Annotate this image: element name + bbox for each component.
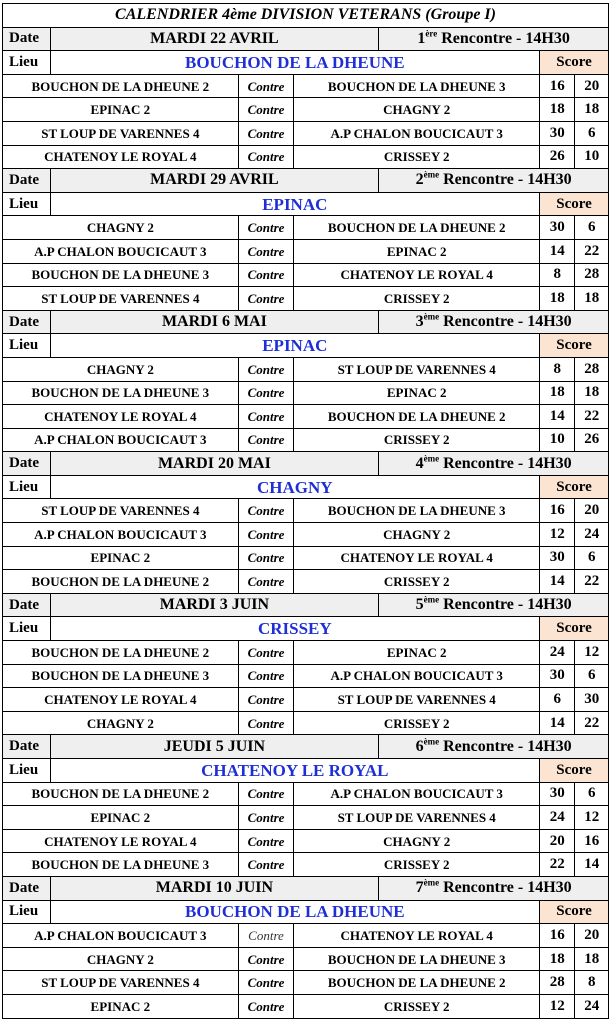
home-team: EPINAC 2	[3, 994, 239, 1018]
round-date-row	[3, 593, 609, 617]
away-team: CRISSEY 2	[294, 287, 540, 311]
round-number-suffix: ème	[423, 170, 440, 181]
score-header: Score	[540, 617, 609, 641]
contre-label: Contre	[238, 239, 294, 263]
round-number: 3	[415, 313, 424, 331]
round-number-suffix: ème	[423, 311, 440, 322]
page-title: CALENDRIER 4ème DIVISION VETERANS (Groupe I)	[3, 4, 609, 28]
away-team: BOUCHON DE LA DHEUNE 2	[294, 405, 540, 429]
home-team: EPINAC 2	[3, 806, 239, 830]
match-row	[3, 263, 609, 287]
round-lieu-row	[3, 475, 609, 499]
away-score: 30	[575, 688, 609, 712]
home-team: CHATENOY LE ROYAL 4	[3, 405, 239, 429]
match-row	[3, 287, 609, 311]
round-rencontre	[379, 169, 609, 193]
round-date: MARDI 22 AVRIL	[50, 27, 379, 51]
home-score: 10	[540, 428, 575, 452]
away-score: 6	[575, 664, 609, 688]
round-number: 5	[415, 596, 424, 614]
home-team: A.P CHALON BOUCICAUT 3	[3, 428, 239, 452]
score-header: Score	[540, 192, 609, 216]
match-row	[3, 641, 609, 665]
home-team: EPINAC 2	[3, 546, 239, 570]
date-label: Date	[3, 27, 51, 51]
round-number-suffix: ème	[423, 594, 440, 605]
match-row	[3, 405, 609, 429]
round-venue: CHAGNY	[50, 475, 540, 499]
date-label: Date	[3, 593, 51, 617]
away-team: ST LOUP DE VARENNES 4	[294, 806, 540, 830]
date-label: Date	[3, 169, 51, 193]
home-score: 30	[540, 546, 575, 570]
contre-label: Contre	[238, 641, 294, 665]
round-date-row	[3, 876, 609, 900]
lieu-label: Lieu	[3, 759, 51, 783]
contre-label: Contre	[238, 74, 294, 98]
round-number: 4	[415, 454, 424, 472]
round-number-suffix: ème	[423, 736, 440, 747]
home-score: 18	[540, 287, 575, 311]
home-score: 6	[540, 688, 575, 712]
home-team: A.P CHALON BOUCICAUT 3	[3, 239, 239, 263]
contre-label: Contre	[238, 994, 294, 1018]
away-score: 28	[575, 357, 609, 381]
round-date: MARDI 29 AVRIL	[50, 169, 379, 193]
away-team: BOUCHON DE LA DHEUNE 2	[294, 216, 540, 240]
match-row	[3, 782, 609, 806]
lieu-label: Lieu	[3, 900, 51, 924]
contre-label: Contre	[238, 145, 294, 169]
away-team: CRISSEY 2	[294, 145, 540, 169]
contre-label: Contre	[238, 428, 294, 452]
calendar-sheet	[2, 3, 609, 1019]
home-team: CHATENOY LE ROYAL 4	[3, 145, 239, 169]
home-score: 14	[540, 405, 575, 429]
home-team: A.P CHALON BOUCICAUT 3	[3, 523, 239, 547]
match-row	[3, 711, 609, 735]
round-venue: CRISSEY	[50, 617, 540, 641]
match-row	[3, 121, 609, 145]
home-team: CHAGNY 2	[3, 947, 239, 971]
contre-label: Contre	[238, 664, 294, 688]
away-score: 22	[575, 239, 609, 263]
away-score: 14	[575, 853, 609, 877]
home-team: ST LOUP DE VARENNES 4	[3, 287, 239, 311]
home-team: ST LOUP DE VARENNES 4	[3, 121, 239, 145]
away-score: 20	[575, 924, 609, 948]
lieu-label: Lieu	[3, 192, 51, 216]
round-date: MARDI 6 MAI	[50, 310, 379, 334]
away-score: 6	[575, 546, 609, 570]
date-label: Date	[3, 876, 51, 900]
away-team: EPINAC 2	[294, 239, 540, 263]
away-team: CRISSEY 2	[294, 428, 540, 452]
match-row	[3, 947, 609, 971]
away-score: 24	[575, 994, 609, 1018]
away-score: 22	[575, 711, 609, 735]
home-score: 16	[540, 74, 575, 98]
calendar-table	[2, 3, 609, 1019]
home-team: CHAGNY 2	[3, 711, 239, 735]
away-team: ST LOUP DE VARENNES 4	[294, 688, 540, 712]
round-number: 6	[415, 737, 424, 755]
away-team: EPINAC 2	[294, 641, 540, 665]
match-row	[3, 428, 609, 452]
home-score: 14	[540, 711, 575, 735]
home-team: BOUCHON DE LA DHEUNE 2	[3, 641, 239, 665]
home-score: 30	[540, 121, 575, 145]
match-row	[3, 664, 609, 688]
away-team: A.P CHALON BOUCICAUT 3	[294, 782, 540, 806]
round-date: JEUDI 5 JUIN	[50, 735, 379, 759]
away-team: A.P CHALON BOUCICAUT 3	[294, 664, 540, 688]
away-team: EPINAC 2	[294, 381, 540, 405]
round-rencontre	[379, 452, 609, 476]
home-team: ST LOUP DE VARENNES 4	[3, 499, 239, 523]
home-score: 28	[540, 971, 575, 995]
round-rencontre-text: Rencontre - 14H30	[439, 596, 572, 614]
home-score: 14	[540, 570, 575, 594]
date-label: Date	[3, 735, 51, 759]
away-team: CHATENOY LE ROYAL 4	[294, 924, 540, 948]
away-team: CHAGNY 2	[294, 829, 540, 853]
away-score: 8	[575, 971, 609, 995]
match-row	[3, 994, 609, 1018]
home-score: 14	[540, 239, 575, 263]
contre-label: Contre	[238, 263, 294, 287]
away-score: 6	[575, 121, 609, 145]
contre-label: Contre	[238, 546, 294, 570]
round-lieu-row	[3, 51, 609, 75]
contre-label: Contre	[238, 570, 294, 594]
contre-label: Contre	[238, 829, 294, 853]
round-rencontre	[379, 593, 609, 617]
match-row	[3, 145, 609, 169]
round-rencontre-text: Rencontre - 14H30	[439, 879, 572, 897]
away-team: CHAGNY 2	[294, 523, 540, 547]
home-team: CHATENOY LE ROYAL 4	[3, 688, 239, 712]
home-team: CHAGNY 2	[3, 216, 239, 240]
home-score: 30	[540, 664, 575, 688]
round-date: MARDI 20 MAI	[50, 452, 379, 476]
away-team: BOUCHON DE LA DHEUNE 3	[294, 499, 540, 523]
round-date: MARDI 3 JUIN	[50, 593, 379, 617]
home-team: A.P CHALON BOUCICAUT 3	[3, 924, 239, 948]
contre-label: Contre	[238, 523, 294, 547]
score-header: Score	[540, 900, 609, 924]
away-team: BOUCHON DE LA DHEUNE 2	[294, 971, 540, 995]
home-score: 18	[540, 98, 575, 122]
home-score: 30	[540, 216, 575, 240]
contre-label: Contre	[238, 121, 294, 145]
away-score: 20	[575, 499, 609, 523]
away-score: 18	[575, 98, 609, 122]
match-row	[3, 74, 609, 98]
round-number: 1	[417, 29, 426, 47]
contre-label: Contre	[238, 287, 294, 311]
home-team: BOUCHON DE LA DHEUNE 2	[3, 570, 239, 594]
contre-label: Contre	[238, 357, 294, 381]
home-score: 16	[540, 924, 575, 948]
contre-label: Contre	[238, 806, 294, 830]
round-lieu-row	[3, 617, 609, 641]
round-venue: BOUCHON DE LA DHEUNE	[50, 900, 540, 924]
match-row	[3, 381, 609, 405]
score-header: Score	[540, 759, 609, 783]
away-team: A.P CHALON BOUCICAUT 3	[294, 121, 540, 145]
round-number-suffix: ème	[423, 453, 440, 464]
round-lieu-row	[3, 334, 609, 358]
match-row	[3, 239, 609, 263]
home-team: BOUCHON DE LA DHEUNE 3	[3, 381, 239, 405]
match-row	[3, 853, 609, 877]
contre-label: Contre	[238, 381, 294, 405]
match-row	[3, 523, 609, 547]
contre-label: Contre	[238, 782, 294, 806]
home-score: 30	[540, 782, 575, 806]
match-row	[3, 216, 609, 240]
contre-label: Contre	[238, 947, 294, 971]
contre-label: Contre	[238, 499, 294, 523]
home-team: BOUCHON DE LA DHEUNE 2	[3, 782, 239, 806]
away-team: ST LOUP DE VARENNES 4	[294, 357, 540, 381]
contre-label: Contre	[238, 216, 294, 240]
away-team: CHATENOY LE ROYAL 4	[294, 546, 540, 570]
score-header: Score	[540, 475, 609, 499]
away-team: CRISSEY 2	[294, 994, 540, 1018]
round-rencontre	[379, 735, 609, 759]
home-team: ST LOUP DE VARENNES 4	[3, 971, 239, 995]
away-score: 22	[575, 405, 609, 429]
contre-label: Contre	[238, 405, 294, 429]
home-score: 18	[540, 947, 575, 971]
round-rencontre-text: Rencontre - 14H30	[439, 313, 572, 331]
away-score: 24	[575, 523, 609, 547]
contre-label: Contre	[238, 971, 294, 995]
title-row	[3, 4, 609, 28]
away-score: 12	[575, 641, 609, 665]
away-score: 6	[575, 216, 609, 240]
match-row	[3, 98, 609, 122]
round-date-row	[3, 735, 609, 759]
lieu-label: Lieu	[3, 51, 51, 75]
round-venue: EPINAC	[50, 334, 540, 358]
away-team: BOUCHON DE LA DHEUNE 3	[294, 947, 540, 971]
round-rencontre-text: Rencontre - 14H30	[439, 171, 572, 189]
match-row	[3, 499, 609, 523]
match-row	[3, 570, 609, 594]
away-team: CRISSEY 2	[294, 853, 540, 877]
contre-label: Contre	[238, 711, 294, 735]
round-date-row	[3, 452, 609, 476]
lieu-label: Lieu	[3, 475, 51, 499]
away-score: 6	[575, 782, 609, 806]
home-score: 12	[540, 994, 575, 1018]
round-rencontre-text: Rencontre - 14H30	[439, 737, 572, 755]
away-score: 26	[575, 428, 609, 452]
match-row	[3, 688, 609, 712]
home-team: BOUCHON DE LA DHEUNE 3	[3, 263, 239, 287]
contre-label: Contre	[238, 98, 294, 122]
away-team: CHATENOY LE ROYAL 4	[294, 263, 540, 287]
round-date-row	[3, 310, 609, 334]
away-score: 22	[575, 570, 609, 594]
contre-label: Contre	[238, 924, 294, 948]
home-team: BOUCHON DE LA DHEUNE 3	[3, 664, 239, 688]
date-label: Date	[3, 452, 51, 476]
away-team: CHAGNY 2	[294, 98, 540, 122]
home-score: 24	[540, 806, 575, 830]
match-row	[3, 357, 609, 381]
round-rencontre-text: Rencontre - 14H30	[437, 29, 570, 47]
home-team: BOUCHON DE LA DHEUNE 2	[3, 74, 239, 98]
match-row	[3, 971, 609, 995]
away-score: 18	[575, 381, 609, 405]
away-score: 20	[575, 74, 609, 98]
match-row	[3, 924, 609, 948]
round-date-row	[3, 27, 609, 51]
home-score: 16	[540, 499, 575, 523]
home-score: 22	[540, 853, 575, 877]
lieu-label: Lieu	[3, 334, 51, 358]
round-number-suffix: ème	[423, 877, 440, 888]
home-team: CHATENOY LE ROYAL 4	[3, 829, 239, 853]
round-rencontre-text: Rencontre - 14H30	[439, 454, 572, 472]
score-header: Score	[540, 51, 609, 75]
round-venue: BOUCHON DE LA DHEUNE	[50, 51, 540, 75]
home-score: 8	[540, 357, 575, 381]
home-team: EPINAC 2	[3, 98, 239, 122]
away-score: 18	[575, 947, 609, 971]
round-lieu-row	[3, 900, 609, 924]
away-score: 28	[575, 263, 609, 287]
round-number-suffix: ère	[425, 28, 438, 39]
score-header: Score	[540, 334, 609, 358]
round-lieu-row	[3, 192, 609, 216]
lieu-label: Lieu	[3, 617, 51, 641]
contre-label: Contre	[238, 853, 294, 877]
round-rencontre	[379, 876, 609, 900]
round-rencontre	[379, 310, 609, 334]
home-score: 12	[540, 523, 575, 547]
round-number: 7	[415, 879, 424, 897]
home-team: CHAGNY 2	[3, 357, 239, 381]
round-date-row	[3, 169, 609, 193]
away-score: 10	[575, 145, 609, 169]
round-date: MARDI 10 JUIN	[50, 876, 379, 900]
home-score: 18	[540, 381, 575, 405]
away-score: 18	[575, 287, 609, 311]
round-number: 2	[415, 171, 424, 189]
away-team: BOUCHON DE LA DHEUNE 3	[294, 74, 540, 98]
home-score: 8	[540, 263, 575, 287]
away-score: 16	[575, 829, 609, 853]
round-rencontre	[379, 27, 609, 51]
away-score: 12	[575, 806, 609, 830]
home-team: BOUCHON DE LA DHEUNE 3	[3, 853, 239, 877]
match-row	[3, 806, 609, 830]
away-team: CRISSEY 2	[294, 570, 540, 594]
match-row	[3, 546, 609, 570]
round-lieu-row	[3, 759, 609, 783]
round-venue: EPINAC	[50, 192, 540, 216]
match-row	[3, 829, 609, 853]
home-score: 26	[540, 145, 575, 169]
away-team: CRISSEY 2	[294, 711, 540, 735]
contre-label: Contre	[238, 688, 294, 712]
date-label: Date	[3, 310, 51, 334]
home-score: 24	[540, 641, 575, 665]
home-score: 20	[540, 829, 575, 853]
round-venue: CHATENOY LE ROYAL	[50, 759, 540, 783]
